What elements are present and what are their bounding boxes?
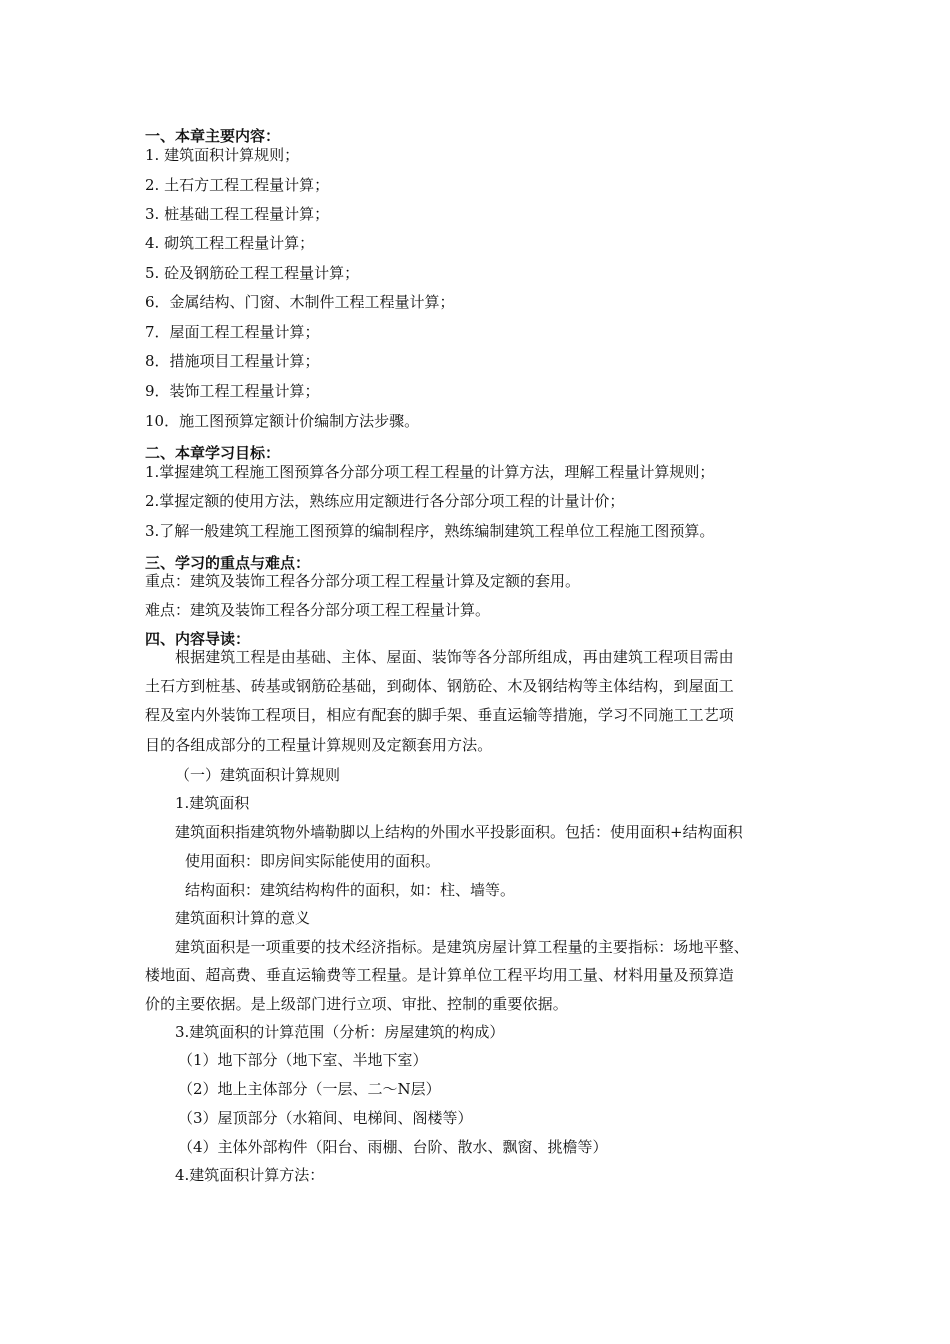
list-item: 5. 砼及钢筋砼工程工程量计算；	[145, 264, 360, 282]
item-title-calc-method: 4.建筑面积计算方法：	[175, 1166, 325, 1184]
list-item: （3）屋顶部分（水箱间、电梯间、阁楼等）	[178, 1109, 473, 1127]
list-item: 9．装饰工程工程量计算；	[145, 382, 320, 400]
paragraph-line: 建筑面积是一项重要的技术经济指标。是建筑房屋计算工程量的主要指标：场地平整、	[175, 938, 749, 956]
list-item: 2.掌握定额的使用方法，熟练应用定额进行各分部分项工程的计量计价；	[145, 492, 625, 510]
list-item: 4. 砌筑工程工程量计算；	[145, 234, 315, 252]
sub-heading-area-rules: （一）建筑面积计算规则	[175, 766, 341, 784]
list-item: 1. 建筑面积计算规则；	[145, 146, 300, 164]
paragraph-line: 价的主要依据。是上级部门进行立项、审批、控制的重要依据。	[145, 995, 568, 1013]
paragraph-line: 土石方到桩基、砖基或钢筋砼基础，到砌体、钢筋砼、木及钢结构等主体结构，到屋面工	[145, 677, 734, 695]
list-item: 难点：建筑及装饰工程各分部分项工程工程量计算。	[145, 601, 491, 619]
paragraph-line: 使用面积：即房间实际能使用的面积。	[185, 852, 441, 870]
list-item: 8．措施项目工程量计算；	[145, 352, 320, 370]
list-item: 1.掌握建筑工程施工图预算各分部分项工程工程量的计算方法，理解工程量计算规则；	[145, 463, 715, 481]
list-item: 2. 土石方工程工程量计算；	[145, 176, 330, 194]
section-heading-main-content: 一、本章主要内容：	[145, 127, 281, 145]
item-title-calc-scope: 3.建筑面积的计算范围（分析：房屋建筑的构成）	[175, 1023, 505, 1041]
list-item: 7．屋面工程工程量计算；	[145, 323, 320, 341]
list-item: （1）地下部分（地下室、半地下室）	[178, 1051, 428, 1069]
list-item: 10．施工图预算定额计价编制方法步骤。	[145, 412, 420, 430]
list-item: 3.了解一般建筑工程施工图预算的编制程序，熟练编制建筑工程单位工程施工图预算。	[145, 522, 715, 540]
list-item: 6．金属结构、门窗、木制件工程工程量计算；	[145, 293, 455, 311]
item-title-meaning: 建筑面积计算的意义	[175, 909, 311, 927]
paragraph-line: 目的各组成部分的工程量计算规则及定额套用方法。	[145, 736, 493, 754]
paragraph-line: 程及室内外装饰工程项目，相应有配套的脚手架、垂直运输等措施，学习不同施工工艺项	[145, 706, 734, 724]
section-heading-key-points: 三、学习的重点与难点：	[145, 554, 311, 572]
section-heading-reading-guide: 四、内容导读：	[145, 630, 251, 648]
paragraph-line: 根据建筑工程是由基础、主体、屋面、装饰等各分部所组成，再由建筑工程项目需由	[175, 648, 734, 666]
list-item: （4）主体外部构件（阳台、雨棚、台阶、散水、飘窗、挑檐等）	[178, 1138, 608, 1156]
list-item: 重点：建筑及装饰工程各分部分项工程工程量计算及定额的套用。	[145, 572, 581, 590]
paragraph-line: 楼地面、超高费、垂直运输费等工程量。是计算单位工程平均用工量、材料用量及预算造	[145, 966, 734, 984]
list-item: （2）地上主体部分（一层、二～N层）	[178, 1080, 441, 1098]
section-heading-learning-goals: 二、本章学习目标：	[145, 444, 281, 462]
paragraph-line: 建筑面积指建筑物外墙勒脚以上结构的外围水平投影面积。包括：使用面积+结构面积	[175, 823, 743, 841]
list-item: 3. 桩基础工程工程量计算；	[145, 205, 330, 223]
paragraph-line: 结构面积：建筑结构构件的面积，如：柱、墙等。	[185, 881, 516, 899]
item-title-building-area: 1.建筑面积	[175, 794, 250, 812]
